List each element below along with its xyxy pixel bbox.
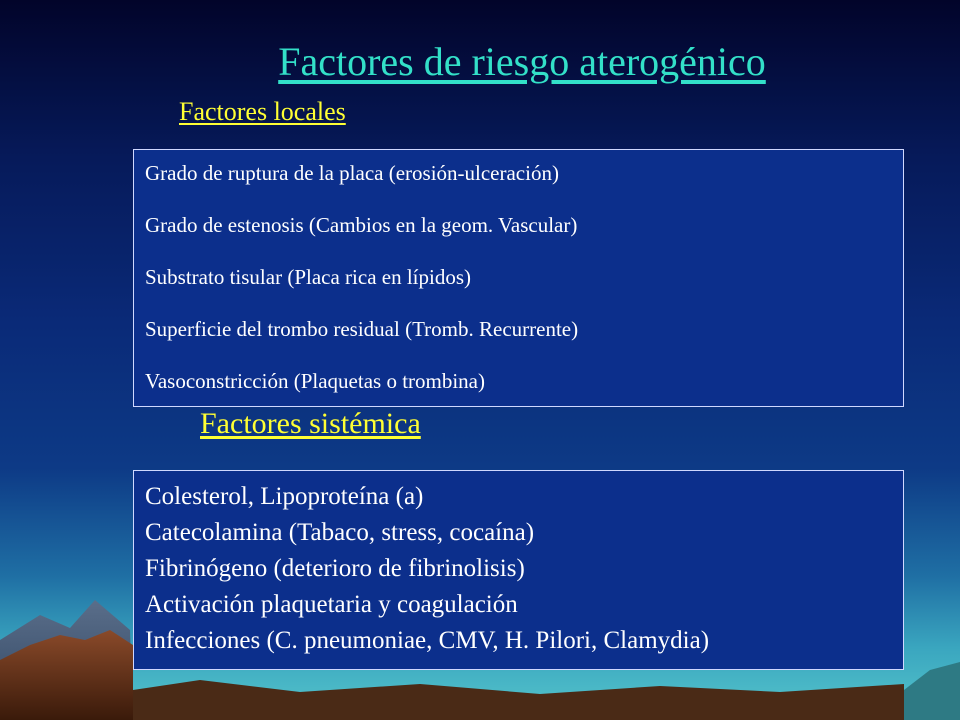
local-factors-list xyxy=(145,158,903,418)
list-item: Catecolamina (Tabaco, stress, cocaína) xyxy=(145,519,535,546)
list-item: Substrato tisular (Placa rica en lípidos) xyxy=(145,265,472,289)
local-factors-box xyxy=(133,149,904,407)
list-item: Grado de estenosis (Cambios en la geom. Vascular) xyxy=(145,213,578,237)
systemic-factors-list xyxy=(145,481,903,661)
slide-title: Factores de riesgo aterogénico xyxy=(278,39,766,84)
list-item: Colesterol, Lipoproteína (a) xyxy=(145,483,424,510)
list-item: Grado de ruptura de la placa (erosión-ulceración) xyxy=(145,161,559,185)
list-item: Activación plaquetaria y coagulación xyxy=(145,591,518,618)
local-factors-heading: Factores locales xyxy=(179,97,346,126)
list-item: Fibrinógeno (deterioro de fibrinolisis) xyxy=(145,555,525,582)
list-item: Vasoconstricción (Plaquetas o trombina) xyxy=(145,369,485,393)
list-item: Superficie del trombo residual (Tromb. Recurrente) xyxy=(145,317,579,341)
systemic-factors-box xyxy=(133,470,904,670)
list-item: Infecciones (C. pneumoniae, CMV, H. Pilori, Clamydia) xyxy=(145,627,710,654)
systemic-factors-heading: Factores sistémica xyxy=(200,407,421,440)
